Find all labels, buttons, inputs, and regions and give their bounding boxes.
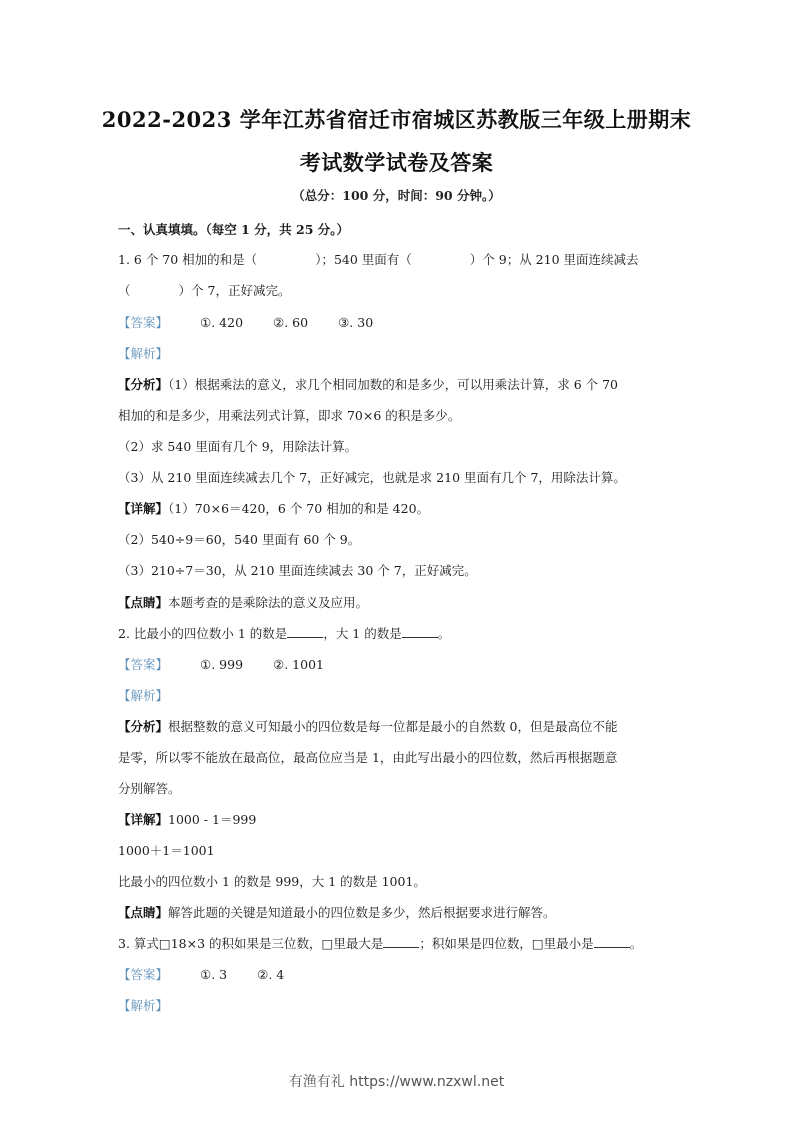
q1-jiexi-label: 【解析】 (118, 346, 169, 361)
xiangjie-label: 【详解】 (118, 501, 169, 516)
q2-xiangjie-line: 比最小的四位数小 1 的数是 999，大 1 的数是 1001。 (118, 874, 426, 889)
q1-answer-row (118, 313, 373, 331)
fenxi-label: 【分析】 (118, 719, 169, 734)
q2-answer-row (118, 655, 324, 673)
q1-text-c: ）个 9；从 210 里面连续减去 (469, 252, 639, 267)
q3-text-a: 3. 算式□18×3 的积如果是三位数，□里最大是 (118, 936, 384, 951)
xiangjie-text: 1000 - 1＝999 (168, 812, 257, 827)
q2-xiangjie-line: 1000＋1＝1001 (118, 843, 215, 858)
footer-watermark: 有渔有礼 https://www.nzxwl.net (288, 1074, 505, 1090)
dianjing-label: 【点睛】 (118, 595, 169, 610)
q2-text-a: 2. 比最小的四位数小 1 的数是 (118, 626, 288, 641)
q3-text-b: ；积如果是四位数，□里最小是 (419, 936, 594, 951)
q1-xiangjie-line: （3）210÷7＝30，从 210 里面连续减去 30 个 7，正好减完。 (118, 563, 477, 578)
q1-fenxi-line: （2）求 540 里面有几个 9，用除法计算。 (118, 439, 358, 454)
exam-meta: （总分：100 分，时间：90 分钟。） (292, 188, 501, 203)
q2-fenxi-line: 分别解答。 (118, 781, 181, 796)
q2-dianjing-line (118, 903, 556, 921)
q2-text-c: 。 (437, 626, 451, 641)
document-title-line1: 2022-2023 学年江苏省宿迁市宿城区苏教版三年级上册期末 (101, 107, 692, 132)
dianjing-label: 【点睛】 (118, 905, 169, 920)
fenxi-text: （1）根据乘法的意义，求几个相同加数的和是多少，可以用乘法计算，求 6 个 70 (168, 377, 618, 392)
q2-text-b: ，大 1 的数是 (323, 626, 402, 641)
answer-label: 【答案】 (118, 967, 169, 982)
answer-item: ②. 1001 (273, 657, 324, 672)
q1-fenxi-line: （3）从 210 里面连续减去几个 7，正好减完，也就是求 210 里面有几个 7，用除法计算。 (118, 470, 626, 485)
fenxi-text: 根据整数的意义可知最小的四位数是每一位都是最小的自然数 0，但是最高位不能 (168, 719, 618, 734)
q2-fenxi-line: 是零，所以零不能放在最高位，最高位应当是 1，由此写出最小的四位数，然后再根据题意 (118, 750, 618, 765)
section-heading: 一、认真填填。（每空 1 分，共 25 分。） (118, 222, 350, 237)
dianjing-text: 本题考查的是乘除法的意义及应用。 (168, 595, 369, 610)
answer-item: ③. 30 (338, 315, 374, 330)
q2-xiangjie-line (118, 810, 256, 828)
q2-jiexi-label: 【解析】 (118, 688, 169, 703)
answer-item: ②. 60 (273, 315, 309, 330)
q2-blank-2 (402, 625, 438, 638)
answer-item: ②. 4 (257, 967, 285, 982)
q3-blank-2 (594, 935, 630, 948)
dianjing-text: 解答此题的关键是知道最小的四位数是多少，然后根据要求进行解答。 (168, 905, 556, 920)
document-title-line2: 考试数学试卷及答案 (299, 150, 494, 175)
q2-blank-1 (287, 625, 323, 638)
answer-item: ①. 3 (200, 967, 228, 982)
answer-label: 【答案】 (118, 315, 169, 330)
question-1-line1 (118, 250, 639, 268)
xiangjie-text: （1）70×6＝420，6 个 70 相加的和是 420。 (168, 501, 430, 516)
q2-fenxi-line (118, 717, 617, 735)
q1-text-e: ）个 7，正好减完。 (178, 283, 291, 298)
q1-text-a: 1. 6 个 70 相加的和是（ (118, 252, 258, 267)
q3-text-c: 。 (629, 936, 643, 951)
answer-item: ①. 420 (200, 315, 244, 330)
answer-item: ①. 999 (200, 657, 244, 672)
xiangjie-label: 【详解】 (118, 812, 169, 827)
answer-label: 【答案】 (118, 657, 169, 672)
q1-text-d: （ (118, 283, 131, 298)
q1-xiangjie-line (118, 499, 429, 517)
fenxi-label: 【分析】 (118, 377, 169, 392)
q1-dianjing-line (118, 593, 368, 611)
question-3-line (118, 934, 642, 952)
q3-blank-1 (383, 935, 419, 948)
q1-text-b: ）；540 里面有（ (315, 252, 412, 267)
q1-fenxi-line (118, 375, 618, 393)
q1-xiangjie-line: （2）540÷9＝60，540 里面有 60 个 9。 (118, 532, 361, 547)
question-2-line (118, 624, 450, 642)
question-1-line2 (118, 281, 290, 299)
q3-jiexi-label: 【解析】 (118, 998, 169, 1013)
q3-answer-row (118, 965, 284, 983)
q1-fenxi-line: 相加的和是多少，用乘法列式计算，即求 70×6 的积是多少。 (118, 408, 461, 423)
